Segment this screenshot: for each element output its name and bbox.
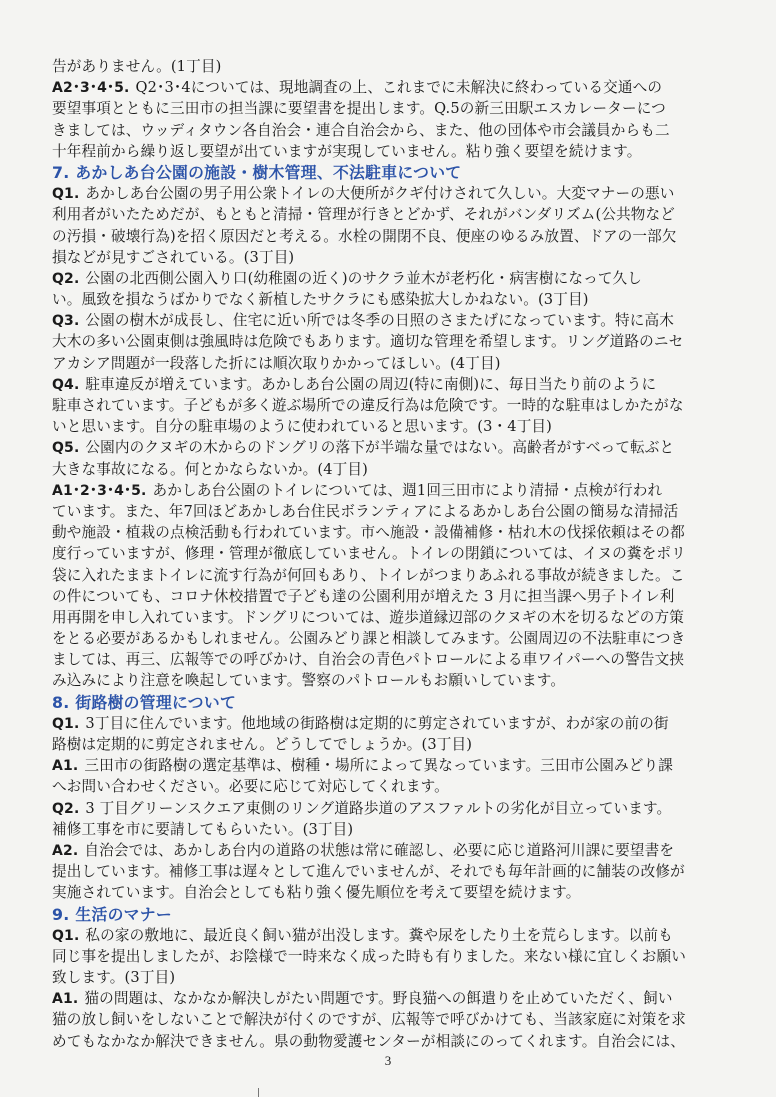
text-line [52, 331, 728, 352]
section-heading [52, 692, 728, 713]
text-line [52, 946, 728, 967]
line-text: あかしあ台公園の男子用公衆トイレの大便所がクギ付けされて久しい。大変マナーの悪い [85, 185, 675, 203]
line-text: 8. 街路樹の管理について [52, 692, 237, 712]
text-line [52, 882, 728, 903]
line-text: をとる必要があるかもしれません。公園みどり課と相談してみます。公園周辺の不法駐車につき [52, 630, 686, 648]
text-line [52, 141, 728, 162]
text-line [52, 183, 728, 204]
qa-label: Q1. [52, 715, 80, 732]
text-line [52, 416, 728, 437]
page-number: 3 [384, 1053, 392, 1068]
line-text: 公園の北西側公園入り口(幼稚園の近く)のサクラ並木が老朽化・病害樹になって久し [85, 269, 643, 287]
text-line [52, 247, 728, 268]
text-line [52, 776, 728, 797]
line-text: 大きな事故になる。何とかならないか。(4丁目) [52, 460, 368, 478]
line-text: の汚損・破壊行為)を招く原因だと考える。水栓の開閉不良、便座のゆるみ放置、ドアの一部欠 [52, 227, 677, 245]
line-text: 動や施設・植栽の点検活動も行われています。市へ施設・設備補修・枯れ木の伐採依頼はその都 [52, 524, 685, 542]
line-text: 猫の問題は、なかなか解決しがたい問題です。野良猫への餌遣りを止めていただく、飼い [84, 990, 673, 1008]
text-line [52, 988, 728, 1009]
text-line [52, 98, 728, 119]
qa-label: A2･3･4･5. [52, 80, 130, 97]
text-line [52, 289, 728, 310]
qa-label: Q1. [52, 186, 80, 203]
text-line [52, 353, 728, 374]
qa-label: A1. [52, 991, 79, 1008]
text-line [52, 713, 728, 734]
text-line [52, 586, 728, 607]
text-line [52, 670, 728, 691]
text-line [52, 649, 728, 670]
line-text: 9. 生活のマナー [52, 904, 172, 924]
line-text: 要望事項とともに三田市の担当課に要望書を提出します。Q.5の新三田駅エスカレーターにつ [52, 100, 666, 118]
line-text: 駐車違反が増えています。あかしあ台公園の周辺(特に南側)に、毎日当たり前のように [85, 375, 657, 393]
section-heading [52, 162, 728, 183]
line-text: 猫の放し飼いをしないことで解決が付くのですが、広報等で呼びかけても、当該家庭に対策を求 [52, 1011, 686, 1029]
line-text: 路樹は定期的に剪定されません。どうしてでしょうか。(3丁目) [52, 736, 473, 753]
line-text: きましては、ウッディタウン各自治会・連合自治会から、また、他の団体や市会議員からも二 [52, 121, 670, 139]
line-text: ています。また、年7回ほどあかしあ台住民ボランティアによるあかしあ台公園の簡易な清掃活 [52, 502, 679, 520]
line-text: 提出しています。補修工事は遅々として進んでいませんが、それでも毎年計画的に舗装の改修が [52, 863, 685, 881]
line-text: 三田市の街路樹の選定基準は、樹種・場所によって異なっています。三田市公園みどり課 [84, 757, 673, 775]
text-line [52, 925, 728, 946]
qa-label: Q5. [52, 440, 80, 457]
section-heading [52, 904, 728, 925]
scan-edge-mark [258, 1088, 259, 1097]
text-line [52, 226, 728, 247]
line-text: 袋に入れたままトイレに流す行為が何回もあり、トイレがつまりあふれる事故が続きました。こ [52, 566, 685, 584]
text-line [52, 628, 728, 649]
text-line [52, 459, 728, 480]
line-text: み込みにより注意を喚起しています。警察のパトロールもお願いしています。 [52, 672, 566, 690]
line-text: 公園の樹木が成長し、住宅に近い所では冬季の日照のさまたげになっています。特に高木 [85, 312, 675, 330]
text-line [52, 310, 728, 331]
line-text: の件についても、コロナ休校措置で子ども達の公園利用が増えた 3 月に担当課へ男子トイレ利 [52, 587, 675, 605]
line-text: 利用者がいたためだが、もともと清掃・管理が行きとどかず、それがバンダリズム(公共物など [52, 206, 676, 224]
line-text: 3 丁目グリーンスクエア東側のリング道路歩道のアスファルトの劣化が目立っています。 [85, 799, 672, 817]
line-text: 公園内のクヌギの木からのドングリの落下が半端な量ではない。高齢者がすべって転ぶと [85, 439, 675, 457]
line-text: いと思います。自分の駐車場のように使われていると思います。(3・4丁目) [52, 418, 553, 436]
qa-label: Q4. [52, 376, 80, 393]
text-line [52, 501, 728, 522]
line-text: 告がありません。(1丁目) [52, 58, 222, 75]
text-line [52, 480, 728, 501]
text-line [52, 861, 728, 882]
qa-label: Q3. [52, 313, 80, 330]
line-text: 私の家の敷地に、最近良く飼い猫が出没します。糞や尿をしたり土を荒らします。以前も [85, 926, 673, 944]
text-line [52, 798, 728, 819]
document-page [52, 56, 728, 1052]
text-line [52, 1009, 728, 1030]
text-line [52, 120, 728, 141]
line-text: ましては、再三、広報等での呼びかけ、自治会の青色パトロールによる車ワイパーへの警告文挟 [52, 651, 685, 669]
text-line [52, 374, 728, 395]
line-text: 大木の多い公園東側は強風時は危険でもあります。適切な管理を希望します。リング道路のニセ [52, 333, 684, 351]
line-text: 駐車されています。子どもが多く遊ぶ場所での違反行為は危険です。一時的な駐車はしかたがな [52, 397, 684, 414]
line-text: 自治会では、あかしあ台内の道路の状態は常に確認し、必要に応じ道路河川課に要望書を [84, 841, 675, 859]
text-line [52, 522, 728, 543]
line-text: 損などが見すごされている。(3丁目) [52, 248, 295, 266]
text-line [52, 734, 728, 755]
text-line [52, 1031, 728, 1052]
qa-label: A2. [52, 842, 79, 859]
line-text: あかしあ台公園のトイレについては、週1回三田市により清掃・点検が行われ [152, 481, 663, 499]
text-line [52, 268, 728, 289]
line-text: 十年程前から繰り返し要望が出ていますが実現していません。粘り強く要望を続けます。 [52, 142, 642, 160]
text-line [52, 755, 728, 776]
qa-label: Q2. [52, 800, 80, 817]
text-line [52, 56, 728, 77]
text-line [52, 967, 728, 988]
line-text: 実施されています。自治会としても粘り強く優先順位を考えて要望を続けます。 [52, 884, 581, 902]
qa-label: Q2. [52, 270, 80, 287]
text-line [52, 840, 728, 861]
qa-label: Q1. [52, 927, 80, 944]
text-line [52, 395, 728, 416]
line-text: 3丁目に住んでいます。他地域の街路樹は定期的に剪定されていますが、わが家の前の街 [85, 714, 669, 732]
line-text: い。風致を損なうばかりでなく新植したサクラにも感染拡大しかねない。(3丁目) [52, 291, 589, 309]
text-line [52, 819, 728, 840]
line-text: 致します。(3丁目) [52, 969, 176, 987]
line-text: へお問い合わせください。必要に応じて対応してくれます。 [52, 778, 449, 796]
qa-label: A1･2･3･4･5. [52, 482, 147, 499]
line-text: アカシア問題が一段落した折には順次取りかかってほしい。(4丁目) [52, 354, 501, 372]
line-text: 度行っていますが、修理・管理が徹底していません。トイレの閉鎖については、イヌの糞をポリ [52, 545, 686, 563]
line-text: 補修工事を市に要請してもらいたい。(3丁目) [52, 820, 354, 838]
line-text: 同じ事を提出しましたが、お陰様で一時来なく成った時も有りました。来ない様に宜しくお願い [52, 947, 686, 965]
line-text: 7. あかしあ台公園の施設・樹木管理、不法駐車について [52, 162, 462, 182]
line-text: Q2･3･4については、現地調査の上、これまでに未解決に終わっている交通への [135, 79, 663, 97]
text-line [52, 543, 728, 564]
text-line [52, 77, 728, 98]
line-text: 用再開を申し入れています。ドングリについては、遊歩道縁辺部のクヌギの木を切るなどの方策 [52, 608, 684, 626]
line-text: めてもなかなか解決できません。県の動物愛護センターが相談にのってくれます。自治会には、 [52, 1032, 685, 1050]
text-line [52, 565, 728, 586]
text-line [52, 204, 728, 225]
text-line [52, 437, 728, 458]
qa-label: A1. [52, 758, 79, 775]
text-line [52, 607, 728, 628]
